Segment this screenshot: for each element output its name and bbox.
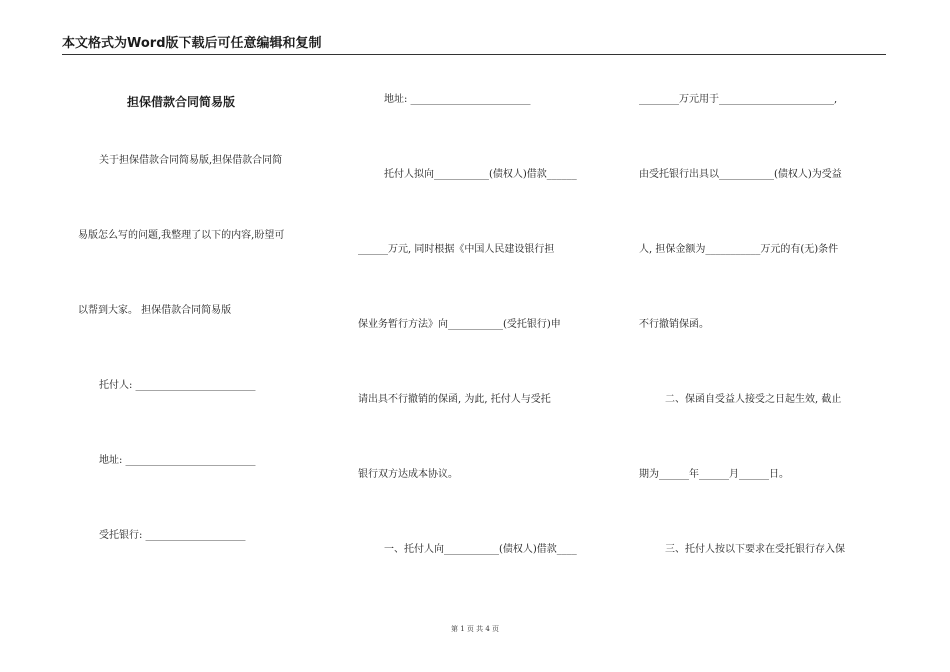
paragraph-line: ________万元用于_______________________, xyxy=(639,94,838,105)
paragraph-line: 托付人拟向___________(债权人)借款______ xyxy=(384,169,577,180)
clause-3: 三、托付人按以下要求在受托银行存入保 xyxy=(665,544,845,555)
paragraph-line: 由受托银行出具以___________(债权人)为受益 xyxy=(639,169,842,180)
paragraph-line: 期为______年______月______日。 xyxy=(639,469,789,480)
page-number: 第 1 页 共 4 页 xyxy=(450,625,500,633)
paragraph-line: 关于担保借款合同简易版,担保借款合同简 xyxy=(99,155,283,166)
field-trustee-bank: 受托银行: ____________________ xyxy=(99,530,246,541)
field-principal: 托付人: ________________________ xyxy=(99,380,256,391)
paragraph-line: 请出具不行撤销的保函, 为此, 托付人与受托 xyxy=(358,394,551,405)
paragraph-line: 保业务暂行方法》向___________(受托银行)申 xyxy=(358,319,561,330)
clause-1: 一、托付人向___________(债权人)借款____ xyxy=(384,544,577,555)
paragraph-line: 易版怎么写的问题,我整理了以下的内容,盼望可 xyxy=(78,230,285,241)
clause-2: 二、保函自受益人接受之日起生效, 截止 xyxy=(665,394,842,405)
paragraph-line: 人, 担保金额为___________万元的有(无)条件 xyxy=(639,244,839,255)
field-address: 地址: __________________________ xyxy=(99,455,256,466)
paragraph-line: 不行撤销保函。 xyxy=(639,319,709,330)
field-address: 地址: ________________________ xyxy=(384,94,531,105)
paragraph-line: 以帮到大家。 担保借款合同简易版 xyxy=(78,305,232,316)
document-header: 本文格式为Word版下载后可任意编辑和复制 xyxy=(62,36,886,55)
paragraph-line: ______万元, 同时根据《中国人民建设银行担 xyxy=(358,244,555,255)
paragraph-line: 银行双方达成本协议。 xyxy=(358,469,458,480)
document-title: 担保借款合同简易版 xyxy=(127,95,236,109)
